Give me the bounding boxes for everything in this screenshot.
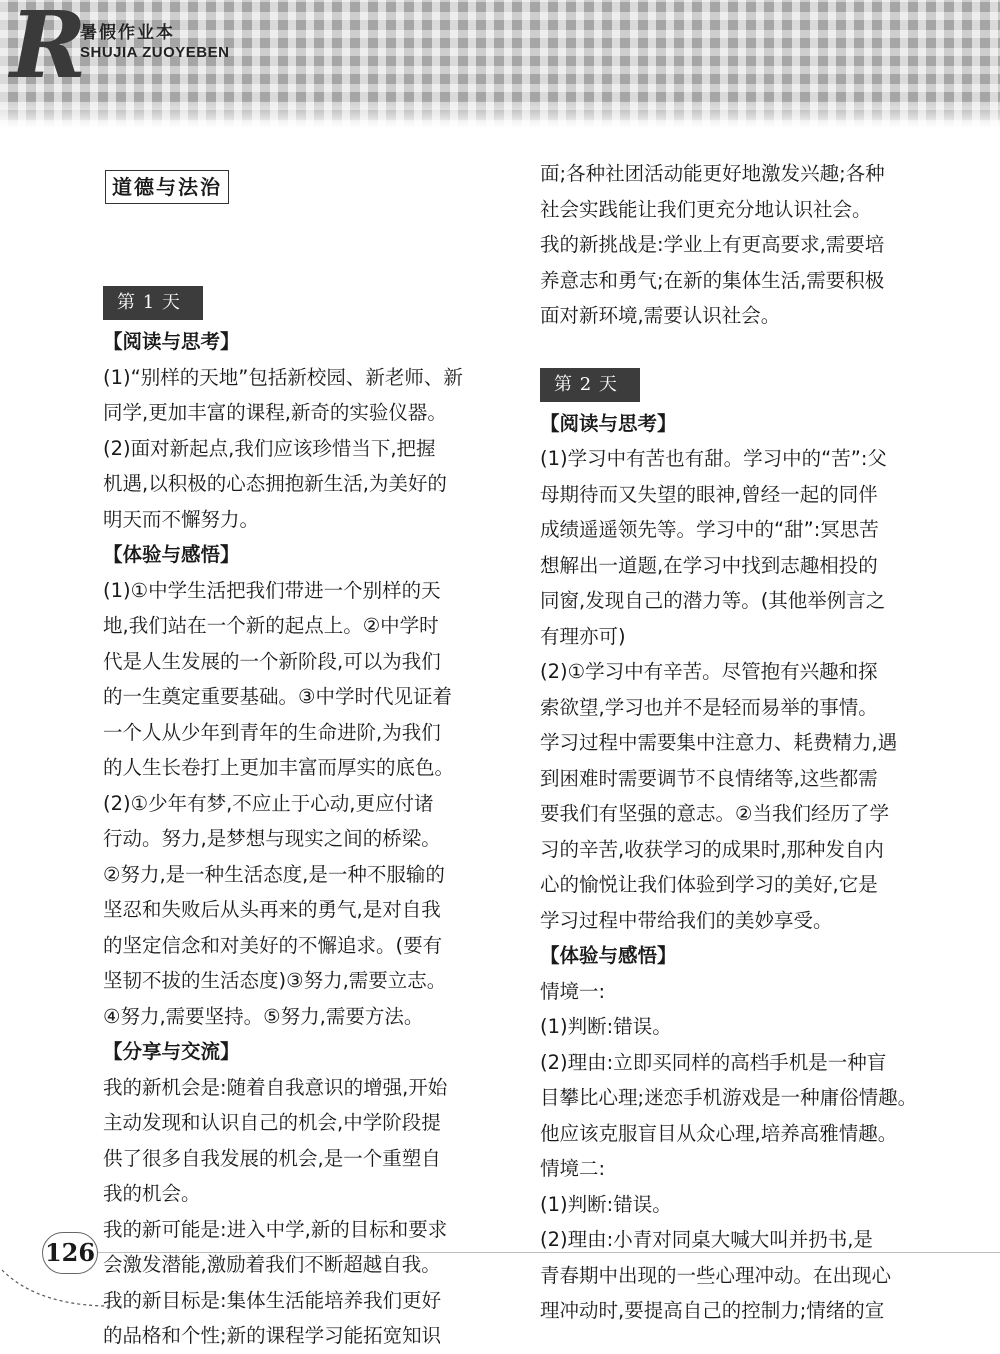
text-line: 的品格和个性;新的课程学习能拓宽知识 [103, 1324, 442, 1347]
text-line: (2)①少年有梦,不应止于心动,更应付诸 [103, 791, 434, 815]
left-column [103, 158, 498, 1354]
text-line: 的一生奠定重要基础。③中学时代见证着 [103, 685, 452, 708]
text-line: 我的新机会是:随着自我意识的增强,开始 [103, 1075, 448, 1099]
text-line: ②努力,是一种生活态度,是一种不服输的 [103, 862, 445, 886]
header-fade [0, 100, 1000, 128]
text-line: 想解出一道题,在学习中找到志趣相投的 [540, 553, 878, 577]
text-line: (1)①中学生活把我们带进一个别样的天 [103, 578, 441, 602]
text-line: 供了很多自我发展的机会,是一个重塑自 [103, 1146, 441, 1170]
text-line: 明天而不懈努力。 [103, 507, 260, 531]
text-line: 的坚定信念和对美好的不懈追求。(要有 [103, 933, 443, 957]
text-line: 面;各种社团活动能更好地激发兴趣;各种 [540, 162, 885, 185]
text-line: 会激发潜能,激励着我们不断超越自我。 [103, 1253, 441, 1276]
subject-heading: 道德与法治 [105, 170, 229, 204]
left-text-lines [103, 280, 498, 1354]
text-line: 索欲望,学习也并不是轻而易举的事情。 [540, 695, 878, 719]
spacer [103, 204, 498, 280]
text-line: 有理亦可) [540, 624, 626, 648]
text-line: 青春期中出现的一些心理冲动。在出现心 [540, 1263, 892, 1287]
text-line: 要我们有坚强的意志。②当我们经历了学 [540, 802, 889, 825]
text-line: 目攀比心理;迷恋手机游戏是一种庸俗情趣。 [540, 1086, 918, 1109]
text-line: 面对新环境,需要认识社会。 [540, 304, 781, 327]
text-line: 我的新挑战是:学业上有更高要求,需要培 [540, 233, 885, 256]
text-line: 主动发现和认识自己的机会,中学阶段提 [103, 1111, 441, 1134]
text-line: 心的愉悦让我们体验到学习的美好,它是 [540, 873, 878, 896]
day-heading: 第 2 天 [540, 368, 640, 402]
day-heading-row [540, 362, 940, 406]
section-heading: 【阅读与思考】 [103, 330, 240, 353]
text-line: 学习过程中带给我们的美妙享受。 [540, 908, 833, 932]
text-line: 一个人从少年到青年的生命进阶,为我们 [103, 720, 441, 744]
spacer [540, 334, 940, 362]
text-line: 成绩遥遥领先等。学习中的“甜”:冥思苦 [540, 518, 879, 541]
text-line: 机遇,以积极的心态拥抱新生活,为美好的 [103, 472, 447, 495]
text-line: (2)①学习中有辛苦。尽管抱有兴趣和探 [540, 660, 878, 683]
brand-logo-letter: R [10, 0, 87, 99]
text-line: (1)“别样的天地”包括新校园、新老师、新 [103, 365, 463, 389]
text-line: 他应该克服盲目从众心理,培养高雅情趣。 [540, 1121, 898, 1145]
text-line: 习的辛苦,收获学习的成果时,那种发自内 [540, 837, 884, 861]
text-line: 地,我们站在一个新的起点上。②中学时 [103, 614, 439, 637]
text-line: 情境一: [540, 979, 606, 1003]
text-line: 的人生长卷打上更加丰富而厚实的底色。 [103, 756, 455, 779]
text-line: 理冲动时,要提高自己的控制力;情绪的宣 [540, 1299, 885, 1322]
text-line: 我的机会。 [103, 1182, 201, 1205]
text-line: (2)理由:小青对同桌大喊大叫并扔书,是 [540, 1228, 873, 1251]
text-line: (2)面对新起点,我们应该珍惜当下,把握 [103, 436, 436, 460]
header-band [0, 0, 1000, 128]
text-line: ④努力,需要坚持。⑤努力,需要方法。 [103, 1004, 424, 1028]
section-heading: 【体验与感悟】 [540, 944, 677, 967]
text-line: (2)理由:立即买同样的高档手机是一种盲 [540, 1050, 887, 1074]
text-line: 同窗,发现自己的潜力等。(其他举例言之 [540, 589, 886, 612]
page-number: 126 [42, 1232, 98, 1274]
day-heading-row [103, 280, 498, 324]
subject-heading-row [103, 158, 498, 204]
text-line: (1)判断:错误。 [540, 1192, 672, 1216]
text-line: 社会实践能让我们更充分地认识社会。 [540, 197, 872, 221]
text-line: 我的新目标是:集体生活能培养我们更好 [103, 1288, 442, 1312]
text-line: 代是人生发展的一个新阶段,可以为我们 [103, 649, 441, 673]
text-line: 行动。努力,是梦想与现实之间的桥梁。 [103, 827, 441, 850]
text-line: 养意志和勇气;在新的集体生活,需要积极 [540, 268, 885, 292]
section-heading: 【阅读与思考】 [540, 411, 677, 435]
right-text-lines [540, 156, 940, 1329]
text-line: (1)学习中有苦也有甜。学习中的“苦”:父 [540, 447, 887, 470]
text-line: 到困难时需要调节不良情绪等,这些都需 [540, 766, 878, 790]
day-heading: 第 1 天 [103, 286, 203, 320]
text-line: 同学,更加丰富的课程,新奇的实验仪器。 [103, 401, 447, 424]
section-heading: 【分享与交流】 [103, 1040, 240, 1063]
text-line: 我的新可能是:进入中学,新的目标和要求 [103, 1217, 448, 1241]
brand-title-en: SHUJIA ZUOYEBEN [80, 44, 230, 61]
text-line: 母期待而又失望的眼神,曾经一起的同伴 [540, 482, 878, 506]
text-line: 情境二: [540, 1157, 606, 1180]
right-column [540, 156, 940, 1329]
text-line: 学习过程中需要集中注意力、耗费精力,遇 [540, 731, 898, 754]
text-line: 坚忍和失败后从头再来的勇气,是对自我 [103, 898, 441, 921]
footer-rule [95, 1252, 1000, 1253]
text-line: (1)判断:错误。 [540, 1015, 672, 1038]
brand-title-cn: 暑假作业本 [80, 23, 175, 43]
section-heading: 【体验与感悟】 [103, 543, 240, 566]
text-line: 坚韧不拔的生活态度)③努力,需要立志。 [103, 969, 447, 992]
